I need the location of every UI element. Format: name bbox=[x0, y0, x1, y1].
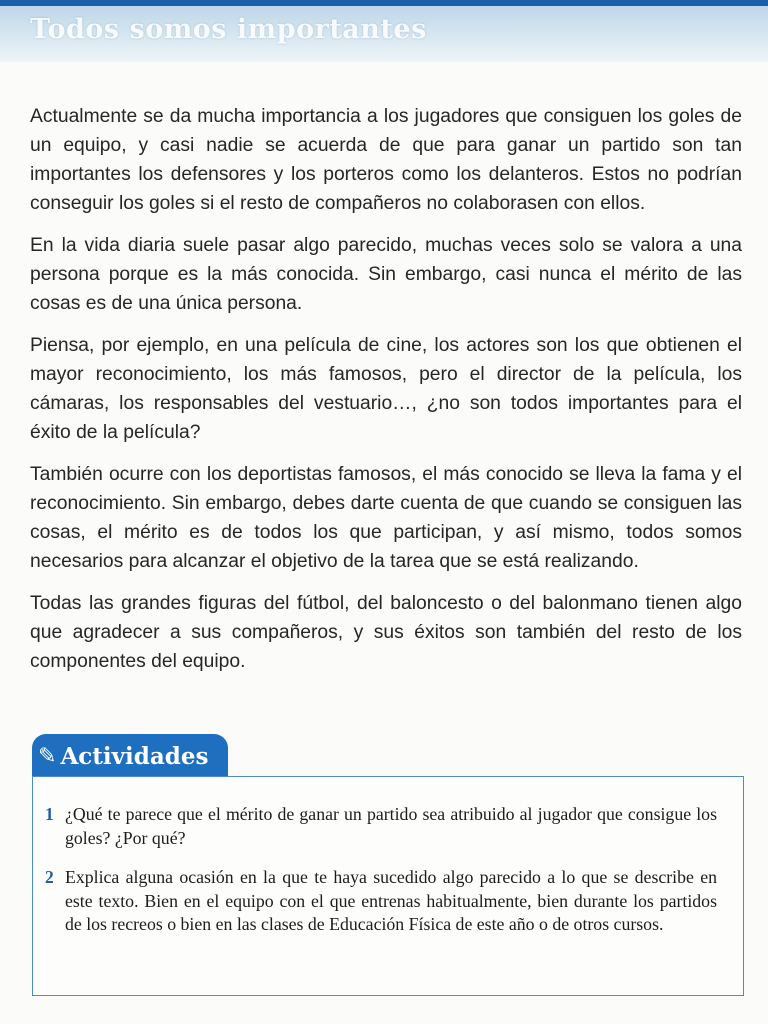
activity-number: 2 bbox=[45, 867, 54, 887]
header-top-line bbox=[0, 0, 768, 6]
activity-item bbox=[45, 866, 717, 937]
paragraph-3: Piensa, por ejemplo, en una película de cine, los actores son los que obtienen el mayor reconocimiento, los más famosos, pero el director de la película, los cámaras, los responsables del vestuario…, ¿no son todos importantes para el éxito de la película? bbox=[30, 335, 742, 443]
activities-box bbox=[32, 776, 744, 996]
page-title: Todos somos importantes bbox=[30, 14, 427, 45]
activities-tab bbox=[32, 734, 228, 778]
paragraph-2: En la vida diaria suele pasar algo parecido, muchas veces solo se valora a una persona porque es la más conocida. Sin embargo, casi nunca el mérito de las cosas es de una única persona. bbox=[30, 235, 742, 314]
activity-number: 1 bbox=[45, 804, 54, 824]
paragraph-4: También ocurre con los deportistas famosos, el más conocido se lleva la fama y el reconocimiento. Sin embargo, debes darte cuenta de que cuando se consiguen las cosas, el mérito es de todos los que participan, y así mismo, todos somos necesarios para alcanzar el objetivo de la tarea que se está realizando. bbox=[30, 464, 742, 572]
activities-title: Actividades bbox=[60, 742, 209, 770]
activity-text: Explica alguna ocasión en la que te haya sucedido algo parecido a lo que se describe en este texto. Bien en el equipo con el que entrenas habitualmente, bien durante los partidos de los recreos o bien en las clases de Educación Física de este año o de otros cursos. bbox=[65, 867, 717, 934]
activity-text: ¿Qué te parece que el mérito de ganar un partido sea atribuido al jugador que consigue los goles? ¿Por qué? bbox=[65, 804, 717, 848]
paragraph-1: Actualmente se da mucha importancia a los jugadores que consiguen los goles de un equipo, y casi nadie se acuerda de que para ganar un partido son tan importantes los defensores y los porteros como los delanteros. Estos no podrían conseguir los goles si el resto de compañeros no colaborasen con ellos. bbox=[30, 106, 742, 214]
pencil-icon: ✎ bbox=[38, 743, 57, 768]
activity-item bbox=[45, 803, 717, 850]
main-text bbox=[30, 102, 742, 689]
paragraph-5: Todas las grandes figuras del fútbol, del baloncesto o del balonmano tienen algo que agradecer a sus compañeros, y sus éxitos son también del resto de los componentes del equipo. bbox=[30, 593, 742, 672]
